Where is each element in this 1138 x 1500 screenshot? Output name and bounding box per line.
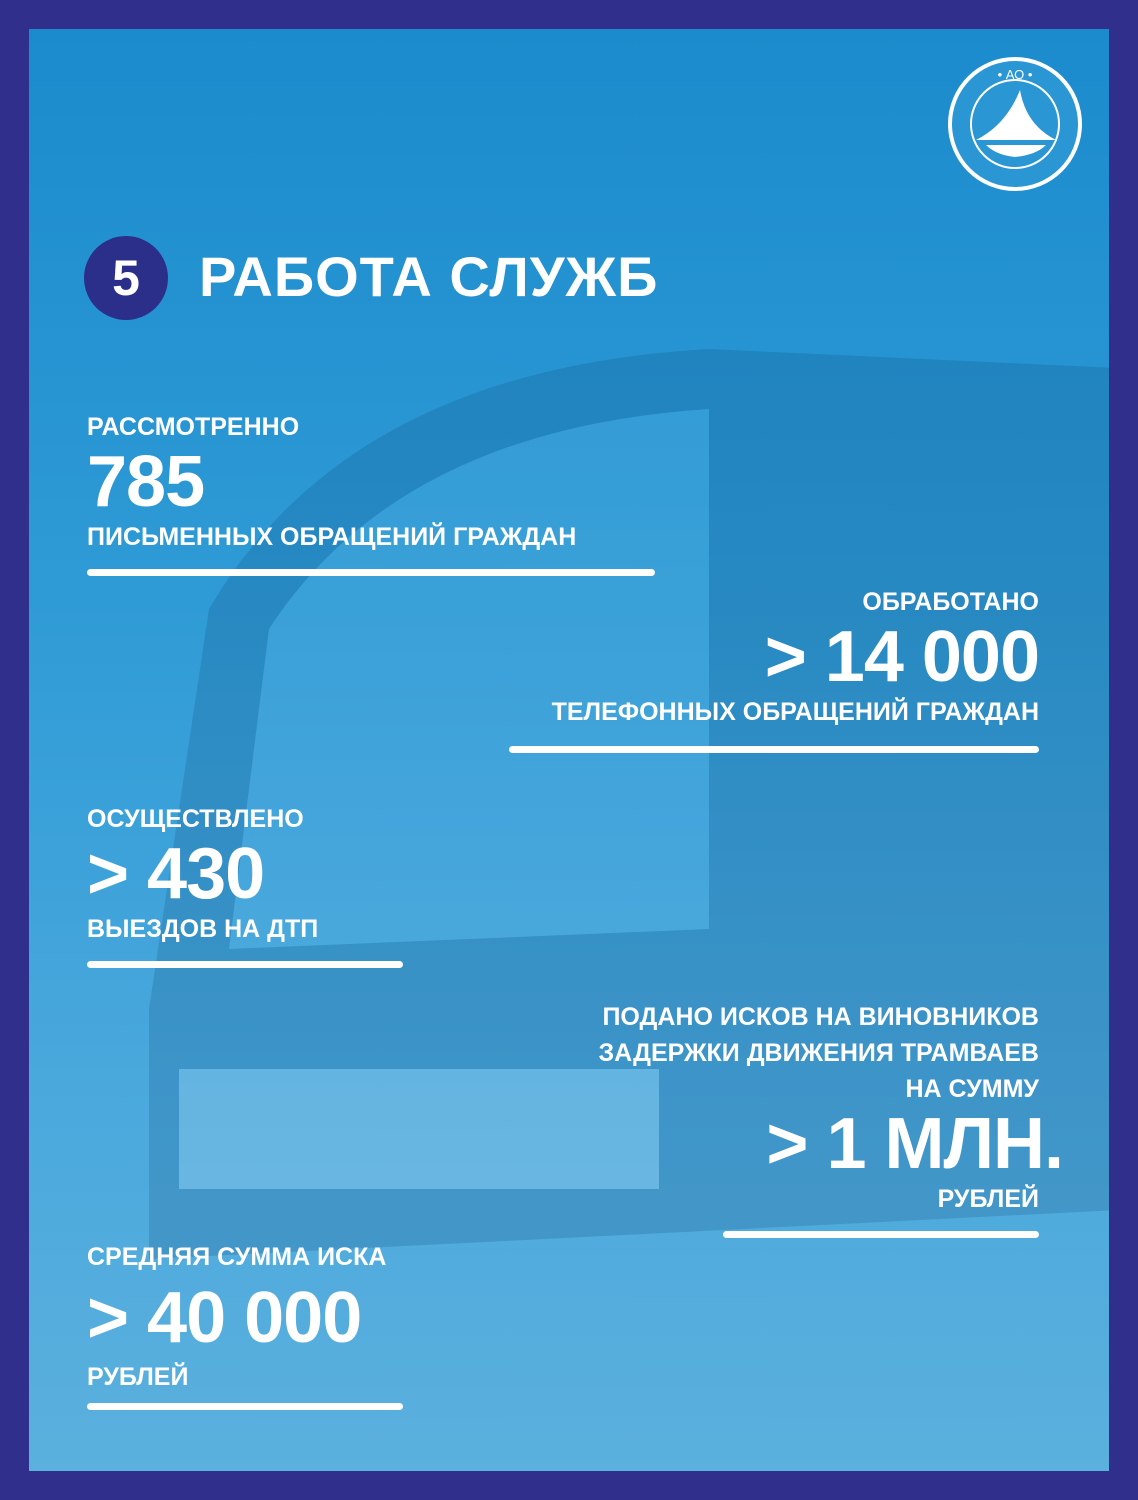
stat-phone-appeals <box>509 584 1039 753</box>
divider <box>87 1403 403 1410</box>
stat-caption: ПИСЬМЕННЫХ ОБРАЩЕНИЙ ГРАЖДАН <box>87 523 577 551</box>
infographic-panel <box>29 29 1109 1471</box>
divider <box>87 961 403 968</box>
stat-label: РАССМОТРЕННО <box>87 413 300 441</box>
stat-caption: РУБЛЕЙ <box>937 1185 1039 1213</box>
stat-label-line: ЗАДЕРЖКИ ДВИЖЕНИЯ ТРАМВАЕВ <box>598 1039 1039 1067</box>
stat-value: > 40 000 <box>87 1278 362 1358</box>
stat-label: ОБРАБОТАНО <box>862 588 1039 616</box>
stat-label: СРЕДНЯЯ СУММА ИСКА <box>87 1243 387 1271</box>
stat-label-line: ПОДАНО ИСКОВ НА ВИНОВНИКОВ <box>602 1003 1039 1031</box>
section-title: РАБОТА СЛУЖБ <box>199 245 659 308</box>
stat-caption: ВЫЕЗДОВ НА ДТП <box>87 915 319 943</box>
section-number-badge: 5 <box>84 236 168 320</box>
divider <box>509 746 1039 753</box>
stat-value: > 1 МЛН. <box>766 1104 1063 1184</box>
stat-average-lawsuit <box>87 1239 507 1410</box>
divider <box>723 1231 1039 1238</box>
stat-caption: ТЕЛЕФОННЫХ ОБРАЩЕНИЙ ГРАЖДАН <box>551 698 1039 726</box>
gortrans-logo <box>946 55 1084 193</box>
stat-value: > 14 000 <box>764 617 1039 697</box>
stat-value: 785 <box>87 442 205 522</box>
divider <box>87 569 655 576</box>
stat-written-appeals <box>87 409 657 576</box>
stat-label-line: НА СУММУ <box>905 1075 1039 1103</box>
svg-text:• АО •: • АО • <box>997 67 1033 82</box>
stat-value: > 430 <box>87 834 265 914</box>
stat-label: ОСУЩЕСТВЛЕНО <box>87 805 304 833</box>
stat-lawsuits <box>529 999 1063 1238</box>
stat-caption: РУБЛЕЙ <box>87 1363 189 1391</box>
stat-accident-calls <box>87 801 407 968</box>
